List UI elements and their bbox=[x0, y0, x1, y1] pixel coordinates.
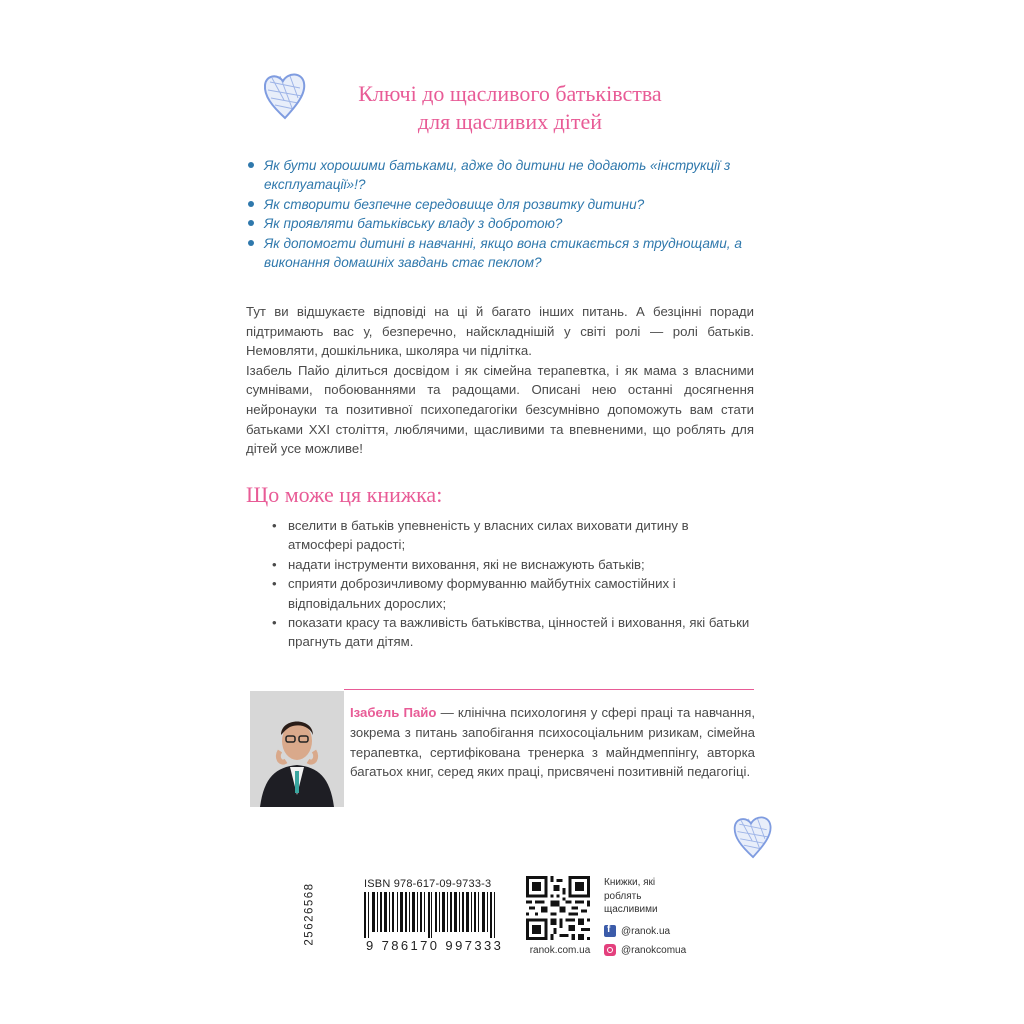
facebook-handle: @ranok.ua bbox=[621, 925, 671, 937]
author-bio bbox=[350, 703, 755, 782]
list-item: Як створити безпечне середовище для розвитку дитини? bbox=[246, 195, 766, 214]
facebook-link bbox=[604, 925, 670, 937]
isbn: ISBN 978-617-09-9733-3 bbox=[364, 878, 492, 890]
description-paragraph: Тут ви відшукаєте відповіді на ці й багато інших питань. А безцінні поради підтримають вас у, безперечно, найскладнішій у світі ролі — ролі батьків. Немовляти, дошкільника, школяра чи підлітка. bbox=[246, 304, 754, 359]
divider bbox=[344, 689, 754, 690]
publisher-slogan: Книжки, які роблять щасливими bbox=[604, 877, 658, 915]
question-list bbox=[246, 156, 766, 272]
description-paragraph: Ізабель Пайо ділиться досвідом і як сімейна терапевтка, і як мама з власними сумнівами, побоюваннями та радощами. Описані нею останні досягнення нейронауки та позитивної психопедагогіки безсумнівно допоможуть вам стати батьками XXI століття, люблячими, щасливими та впевненими, що роблять для дітей усе можливе! bbox=[246, 362, 754, 457]
section-title: Що може ця книжка: bbox=[246, 482, 443, 507]
list-item: Як проявляти батьківську владу з добротою? bbox=[246, 214, 766, 233]
side-code-text: 25626568 bbox=[303, 882, 316, 946]
qr-code bbox=[526, 876, 590, 940]
barcode bbox=[364, 892, 500, 938]
instagram-link bbox=[604, 944, 686, 956]
description bbox=[246, 302, 754, 459]
list-item: • надати інструменти виховання, які не виснажують батьків; bbox=[272, 555, 756, 574]
author-bio-text: — клінічна психологиня у сфері праці та навчання, зокрема з питань запобігання психосоціальним ризикам, сімейна терапевтка, сертифікована тренерка з майндмеппінгу, авторка багатьох книг, серед яких праці, присвячені позитивній педагогіці. bbox=[350, 705, 756, 780]
title-line-1: Ключі до щасливого батьківства bbox=[358, 81, 662, 106]
heart-icon bbox=[732, 812, 774, 862]
side-code bbox=[304, 876, 318, 956]
instagram-icon bbox=[604, 944, 616, 956]
facebook-icon bbox=[604, 925, 616, 937]
author-name: Ізабель Пайо bbox=[350, 705, 437, 720]
title-line-2: для щасливих дітей bbox=[417, 109, 603, 134]
list-item: • вселити в батьків упевненість у власних силах виховати дитину в атмосфері радості; bbox=[272, 516, 756, 555]
list-item: • показати красу та важливість батьківства, цінностей і виховання, які батьки прагнуть дати дітям. bbox=[272, 613, 756, 652]
publisher-site: ranok.com.ua bbox=[529, 945, 591, 956]
list-item: • сприяти доброзичливому формуванню майбутніх самостійних і відповідальних дорослих; bbox=[272, 574, 756, 613]
list-item: Як допомогти дитині в навчанні, якщо вона стикається з труднощами, а виконання домашніх завдань стає пеклом? bbox=[246, 234, 766, 273]
list-item: Як бути хорошими батьками, адже до дитини не додають «інструкції з експлуатації»!? bbox=[246, 156, 766, 195]
abilities-list bbox=[272, 516, 756, 652]
book-title bbox=[300, 80, 720, 136]
instagram-handle: @ranokcomua bbox=[621, 944, 687, 956]
barcode-number: 9 786170 997333 bbox=[366, 938, 504, 953]
author-photo bbox=[250, 691, 344, 807]
